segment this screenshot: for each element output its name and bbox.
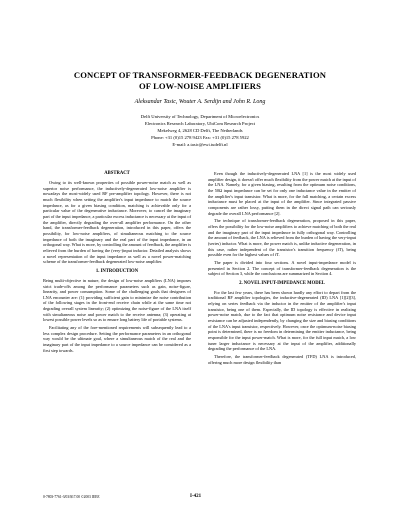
body-paragraph: The paper is divided into four sections. A novel input-impedance model is presented in Section 2. The concept of transformer-feedback degeneration is the subject of Section 3, while the conclusions are summarized in Section 4. (208, 259, 356, 277)
body-paragraph: For the last few years, there has been shown hardly any effort to depart from the traditional RF amplifier topologies, the inductive-degenerated (ID) LNA [1][2][3], relying on series feedback via the inductor in the emitter of the amplifier's input transistor, being one of them. Especially, the ID topology is effective in realizing power-noise match, due to the fact that optimum noise resistance and device input resistance can be adjusted independently, by changing the size and biasing conditions of the LNA's input transistor, respectively. However, once the optimum-noise biasing point is determined, there is no freedom in determining the emitter inductance, being responsible for the input power-match. What is more, for the full input match, a low tuner larger inductance is necessary at the input of the amplifier, additionally degrading the performance of the LNA. (208, 289, 356, 352)
affiliation-line: E-mail: a.tasic@ewi.tudelft.nl (172, 142, 228, 147)
affiliation-line: Delft University of Technology, Department of Microelectronics (140, 114, 260, 119)
author-list: Aleksandar Tasic, Wouter A. Serdijn and John R. Long (134, 99, 266, 105)
left-column (43, 171, 191, 355)
right-column (208, 171, 356, 367)
abstract-text: Owing to its well-known properties of possible power-noise match as well as superior noise performance, the inductively-degenerated low-noise amplifier is nowadays the most-widely used RF pre-amplifier topology. However, there is not much flexibility when setting the amplifier's input impedance to match the source impedance, as for a given biasing condition, matching is achievable only for a particular value of the degenerative inductance. Moreover, to cancel the imaginary part of the input impedance, a particular excess inductance is necessary at the input of the amplifier, directly degrading the over-all amplifier performance. On the other hand, the transformer-feedback degeneration, introduced in this paper, offers the possibility, for low-noise amplifiers, of simultaneous matching to the source impedance of both the imaginary and the real part of the input impedance, in an orthogonal way. What is more, by controlling the amount of feedback, the amplifier is relieved from the burden of having the (very-)input inductor. Detailed analysis shows a novel representation of the input impedance as well as a novel power-matching scheme of the transformer-feedback degenerated low-noise amplifier. (43, 180, 191, 265)
introduction-heading: 1. INTRODUCTION (95, 268, 139, 274)
abstract-heading: ABSTRACT (104, 171, 130, 176)
body-paragraph: Even though the inductively-degenerated LNA [1] is the most widely used amplifier design, it doesn't offer much flexibility from the power match at the input of the LNA. Namely, for a given biasing, resulting from the optimum noise conditions, the 50Ω input impedance can be set for only one inductance value in the emitter of the amplifier's input transistor. What is more, for the full matching, a certain excess inductance must be placed at the input of the amplifier. Since integrated passive components are rather lossy, putting them in the direct signal path can seriously degrade the overall LNA performance [2]. (208, 171, 356, 216)
affiliation-block (20, 113, 380, 148)
section-2-heading: 2. NOVEL INPUT-IMPEDANCE MODEL (239, 280, 325, 286)
body-paragraph: Facilitating any of the fore-mentioned requirements will subsequently lead to a less complex design procedure. Setting the performance parameters in an orthogonal way would be the ultimate goal, where a simultaneous match of the real and the imaginary part of the input impedance to a source impedance can be considered as a first step towards. (43, 325, 191, 353)
page-number: I-421 (190, 494, 202, 499)
paper-title (20, 70, 380, 91)
body-paragraph: Therefore, the transformer-feedback degenerated (TFD) LNA is introduced, offering much more design flexibility than (208, 354, 356, 365)
title-line-1: CONCEPT OF TRANSFORMER-FEEDBACK DEGENERATION (73, 70, 327, 80)
affiliation-line: Electronics Research Laboratory, UbiCom Research Project (144, 121, 256, 126)
copyright-line: 0-7803-7761-3/03/$17.00 ©2003 IEEE (43, 495, 100, 499)
body-paragraph: Being multi-objective in nature, the design of low-noise amplifiers (LNA) imposes strict trade-offs among the performance parameters such as gain, noise-figure, linearity, and power consumption. Some of the challenging goals that designers of LNA encounter are: (1) providing sufficient gain to minimize the noise contribution of the following stages in the front-end receive chain while at the same time not degrading overall system linearity; (2) optimizing the noise-figure of the LNA itself with simultaneous noise and power match to the receive antenna; (3) operating at lowest possible power levels so as to ensure long battery life of portable systems. (43, 277, 191, 323)
affiliation-line: Phone: +31 (0)15 278 9423 Fax: +31 (0)15 278 5922 (151, 135, 249, 140)
title-line-2: OF LOW-NOISE AMPLIFIERS (139, 80, 261, 91)
body-paragraph: The technique of transformer-feedback degeneration, proposed in this paper, offers the possibility for the low-noise amplifiers to achieve matching of both the real and the imaginary part of the input impedance in fully orthogonal way. Controlling the amount of feedback, the LNA is relieved from the burden of having the very-input (series) inductor. What is more, the power match is, unlike inductive degeneration, in this case, rather independent of the transistor's transition frequency (fT), being possible even for the highest values of fT. (208, 218, 356, 258)
affiliation-line: Mekelweg 4, 2628 CD Delft, The Netherlands (157, 128, 243, 133)
